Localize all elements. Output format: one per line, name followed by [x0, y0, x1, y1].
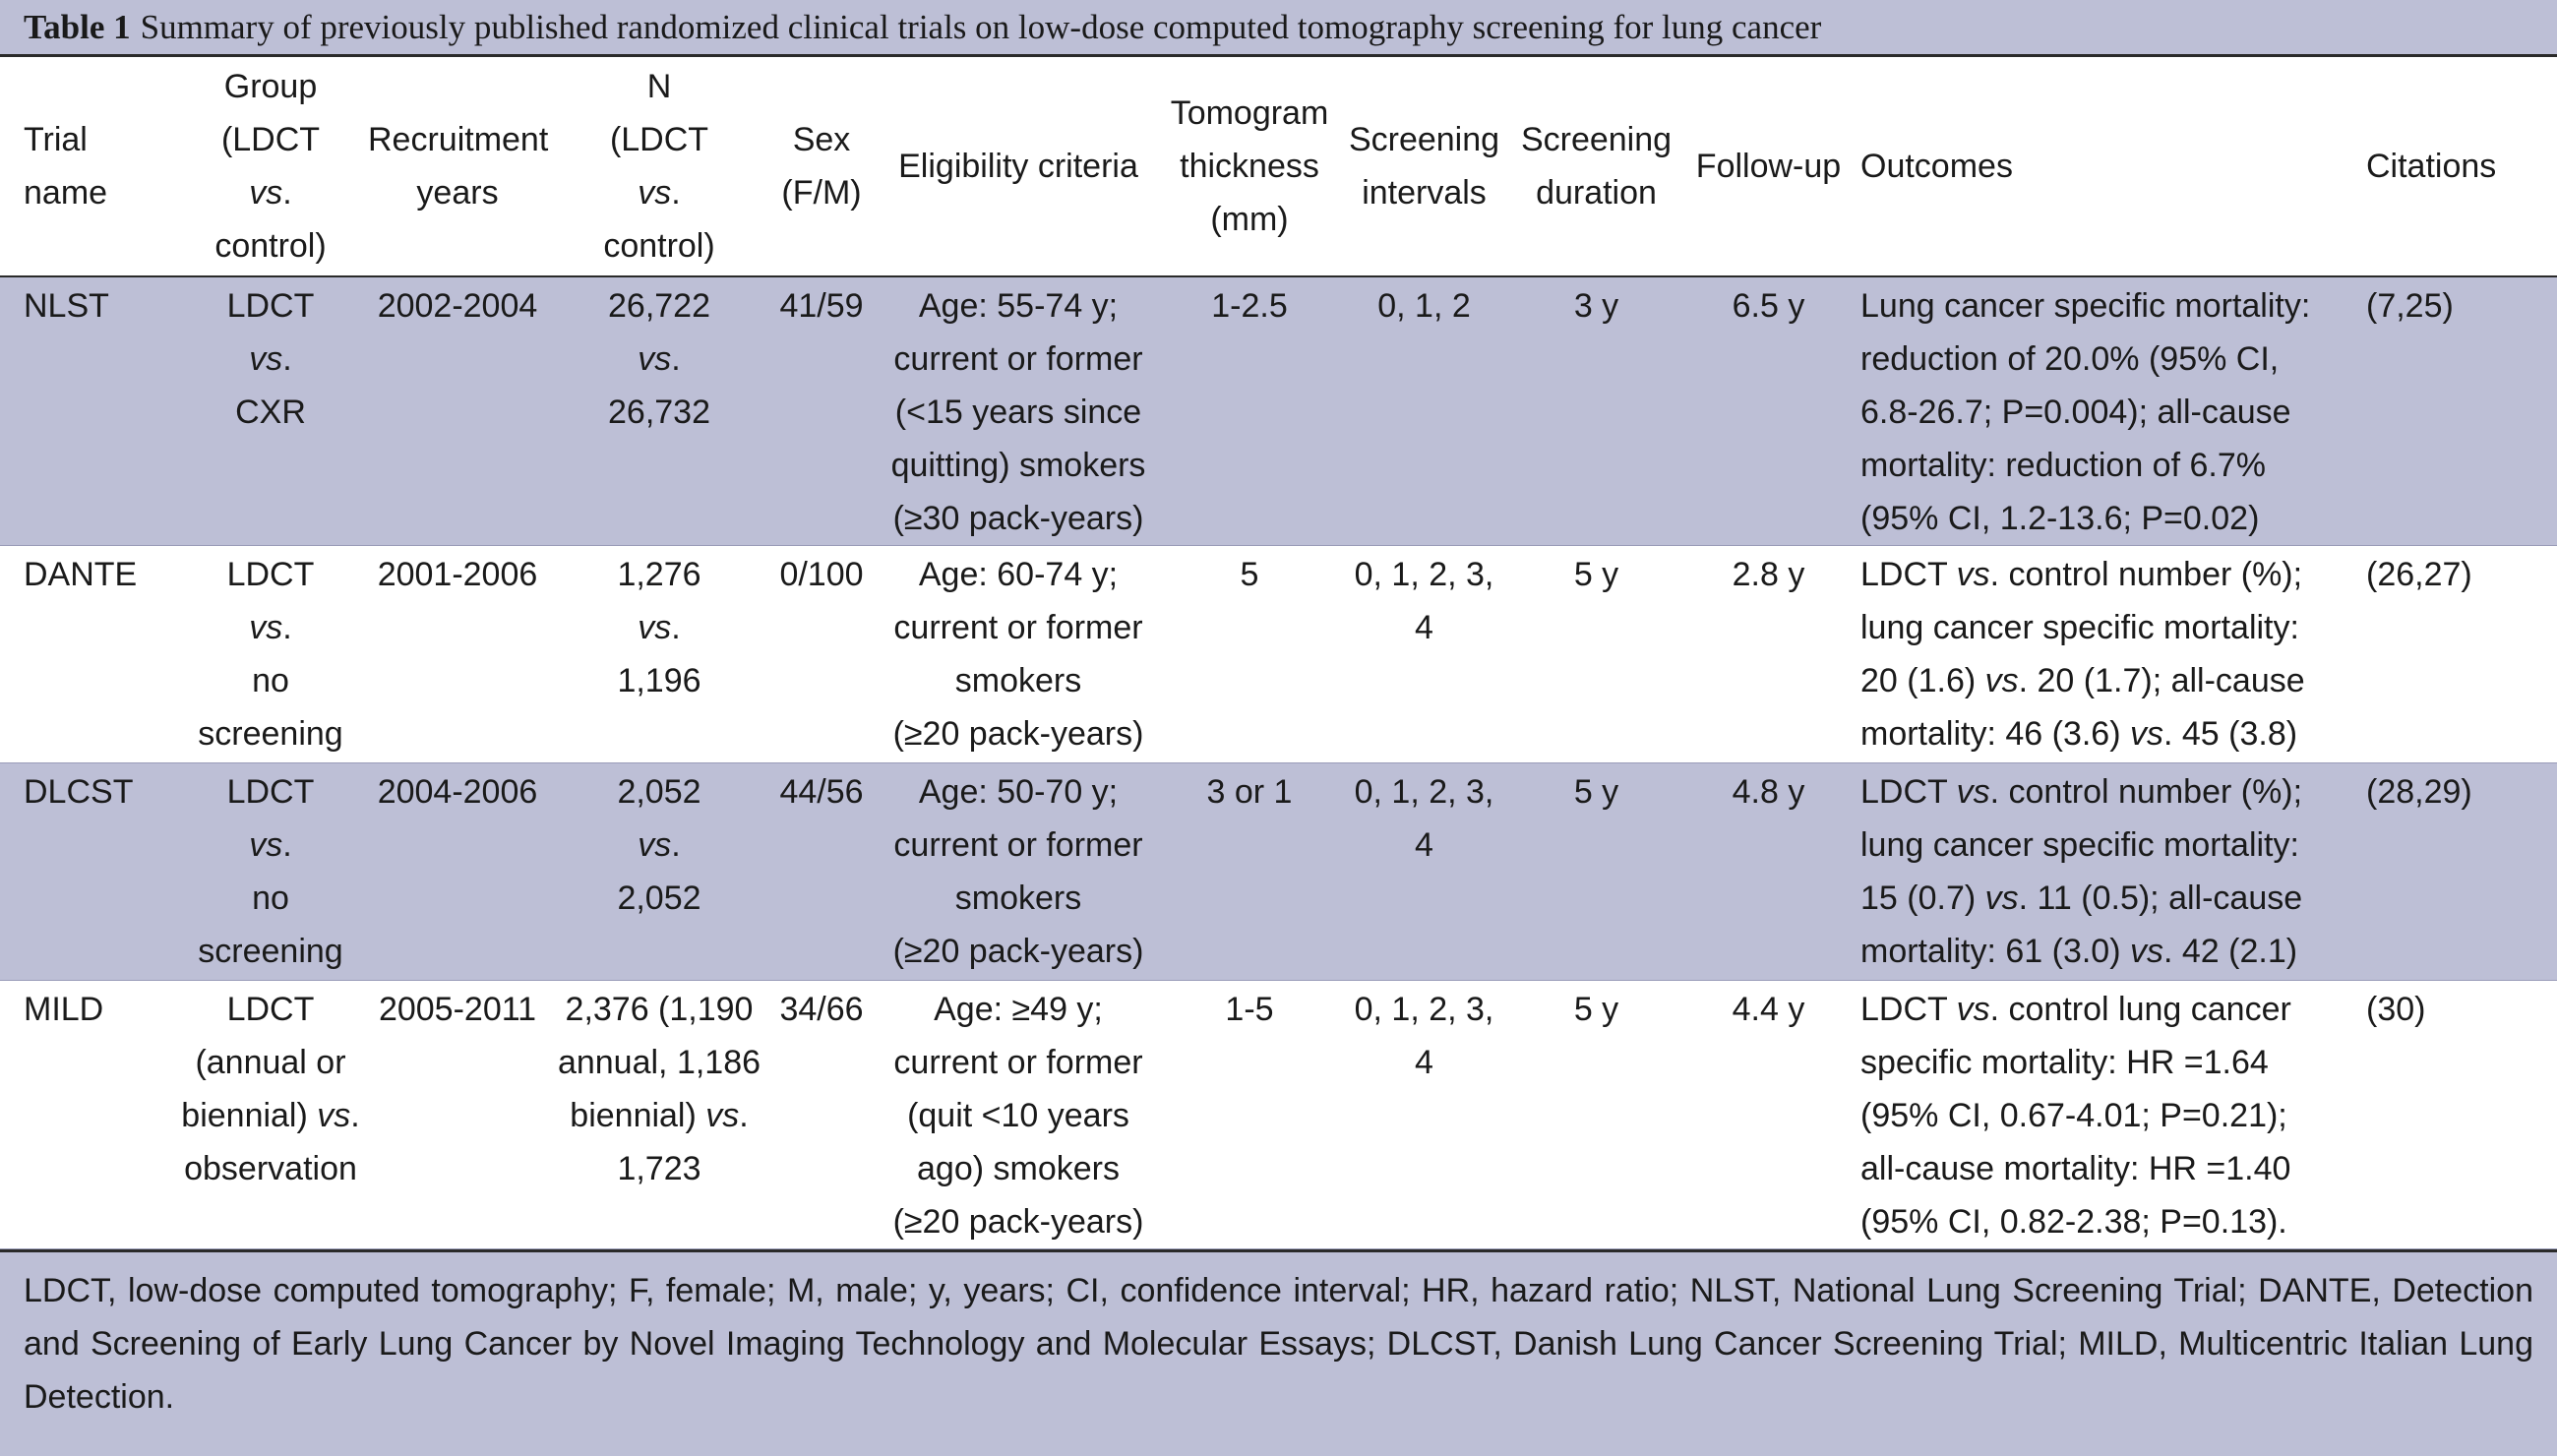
cell-line: current or former: [893, 1044, 1143, 1081]
cell-line: LDCT: [226, 556, 315, 593]
cell-n: [551, 546, 767, 763]
cell-line: LDCT vs. control lung cancer: [1860, 991, 2291, 1028]
cell-thickness: 1-2.5: [1161, 276, 1338, 546]
cell-line: LDCT: [226, 287, 315, 325]
cell-line: Lung cancer specific mortality:: [1860, 287, 2311, 325]
cell-line: (95% CI, 1.2-13.6; P=0.02): [1860, 500, 2260, 537]
cell-line: 2,052: [617, 880, 701, 917]
cell-line: mortality: reduction of 6.7%: [1860, 447, 2266, 484]
table-caption: [0, 0, 2557, 57]
cell-line: no screening: [198, 880, 343, 970]
cell-line: current or former: [893, 609, 1143, 646]
header-citations: [2360, 57, 2557, 276]
cell-line: (LDCT: [220, 121, 321, 158]
cell-n: [551, 763, 767, 981]
cell-intervals: 0, 1, 2, 3, 4: [1338, 763, 1510, 981]
cell-line: mortality: 46 (3.6) vs. 45 (3.8): [1860, 715, 2298, 753]
cell-line: Age: 60-74 y;: [918, 556, 1119, 593]
table-title: Summary of previously published randomized clinical trials on low-dose computed tomography screening for lung cancer: [140, 7, 1822, 46]
cell-line: lung cancer specific mortality:: [1860, 609, 2299, 646]
cell-line: LDCT: [226, 773, 315, 811]
cell-trial: NLST: [0, 276, 177, 546]
header-sex: [767, 57, 876, 276]
cell-line: Trial: [24, 121, 88, 158]
cell-recruitment: 2005-2011: [364, 981, 551, 1249]
cell-line: vs.: [249, 826, 292, 864]
cell-line: Sex: [792, 121, 851, 158]
cell-thickness: 3 or 1: [1161, 763, 1338, 981]
cell-line: 26,732: [608, 394, 710, 431]
cell-line: observation: [184, 1150, 357, 1187]
cell-outcomes: [1855, 981, 2360, 1249]
cell-citations: (28,29): [2360, 763, 2557, 981]
cell-line: Group: [223, 68, 318, 105]
cell-line: 26,722: [608, 287, 710, 325]
cell-duration: 5 y: [1510, 981, 1682, 1249]
cell-intervals: 0, 1, 2, 3, 4: [1338, 981, 1510, 1249]
cell-sex: 41/59: [767, 276, 876, 546]
header-row: [0, 57, 2557, 276]
cell-eligibility: [876, 763, 1161, 981]
cell-line: (mm): [1210, 201, 1289, 238]
cell-line: current or former: [893, 340, 1143, 378]
cell-recruitment: 2004-2006: [364, 763, 551, 981]
header-duration: [1510, 57, 1682, 276]
cell-n: [551, 276, 767, 546]
cell-line: (annual or: [195, 1044, 346, 1081]
cell-line: 20 (1.6) vs. 20 (1.7); all-cause: [1860, 662, 2305, 699]
cell-line: Screening: [1348, 121, 1500, 158]
cell-line: LDCT: [226, 991, 315, 1028]
header-thickness: [1161, 57, 1338, 276]
cell-line: specific mortality: HR =1.64: [1860, 1044, 2269, 1081]
cell-citations: (26,27): [2360, 546, 2557, 763]
cell-line: (<15 years since: [894, 394, 1142, 431]
cell-line: Follow-up: [1695, 148, 1842, 185]
cell-followup: 6.5 y: [1682, 276, 1855, 546]
cell-line: control): [214, 227, 327, 265]
cell-line: (quit <10 years: [907, 1097, 1129, 1134]
cell-line: N: [646, 68, 672, 105]
cell-line: biennial) vs.: [570, 1097, 749, 1134]
cell-sex: 34/66: [767, 981, 876, 1249]
cell-line: CXR: [235, 394, 306, 431]
cell-followup: 2.8 y: [1682, 546, 1855, 763]
cell-trial: DANTE: [0, 546, 177, 763]
trials-table: [0, 57, 2557, 1249]
header-intervals: [1338, 57, 1510, 276]
cell-eligibility: [876, 276, 1161, 546]
cell-line: LDCT vs. control number (%);: [1860, 556, 2303, 593]
header-n: [551, 57, 767, 276]
cell-line: duration: [1536, 174, 1657, 212]
cell-recruitment: 2001-2006: [364, 546, 551, 763]
cell-line: Age: ≥49 y;: [934, 991, 1103, 1028]
cell-line: Outcomes: [1860, 148, 2013, 185]
cell-thickness: 1-5: [1161, 981, 1338, 1249]
cell-line: current or former: [893, 826, 1143, 864]
cell-duration: 3 y: [1510, 276, 1682, 546]
table-row: [0, 546, 2557, 763]
cell-line: reduction of 20.0% (95% CI,: [1860, 340, 2280, 378]
cell-trial: DLCST: [0, 763, 177, 981]
cell-recruitment: 2002-2004: [364, 276, 551, 546]
cell-line: vs.: [249, 609, 292, 646]
table-row: [0, 276, 2557, 546]
cell-line: Age: 55-74 y;: [918, 287, 1119, 325]
cell-line: Screening: [1520, 121, 1673, 158]
cell-line: (≥20 pack-years): [892, 933, 1144, 970]
cell-outcomes: [1855, 763, 2360, 981]
cell-line: intervals: [1362, 174, 1487, 212]
cell-line: smokers: [954, 662, 1082, 699]
cell-sex: 0/100: [767, 546, 876, 763]
cell-line: no screening: [198, 662, 343, 753]
cell-line: name: [24, 174, 108, 212]
cell-line: 6.8-26.7; P=0.004); all-cause: [1860, 394, 2291, 431]
cell-line: 1,723: [617, 1150, 701, 1187]
cell-line: biennial) vs.: [181, 1097, 360, 1134]
table-row: [0, 763, 2557, 981]
table-row: [0, 981, 2557, 1249]
cell-outcomes: [1855, 276, 2360, 546]
cell-line: mortality: 61 (3.0) vs. 42 (2.1): [1860, 933, 2298, 970]
cell-line: Tomogram: [1170, 94, 1329, 132]
cell-line: vs.: [638, 174, 681, 212]
header-group: [177, 57, 364, 276]
table-footnote: LDCT, low-dose computed tomography; F, female; M, male; y, years; CI, confidence interval; HR, hazard ratio; NLST, National Lung Screening Trial; DANTE, Detection and Screening of Early Lung Cancer by Novel Imaging Technology and Molecular Essays; DLCST, Danish Lung Cancer Screening Trial; MILD, Multicentric Italian Lung Detection.: [0, 1249, 2557, 1456]
header-outcomes: [1855, 57, 2360, 276]
cell-citations: (7,25): [2360, 276, 2557, 546]
cell-line: 1,276: [617, 556, 701, 593]
cell-line: all-cause mortality: HR =1.40: [1860, 1150, 2291, 1187]
cell-group: [177, 276, 364, 546]
cell-line: Recruitment: [368, 121, 549, 158]
cell-duration: 5 y: [1510, 763, 1682, 981]
cell-trial: MILD: [0, 981, 177, 1249]
cell-followup: 4.8 y: [1682, 763, 1855, 981]
cell-line: (≥20 pack-years): [892, 1203, 1144, 1241]
cell-line: (95% CI, 0.82-2.38; P=0.13).: [1860, 1203, 2287, 1241]
cell-line: vs.: [638, 826, 681, 864]
header-followup: [1682, 57, 1855, 276]
header-eligibility: [876, 57, 1161, 276]
cell-line: (95% CI, 0.67-4.01; P=0.21);: [1860, 1097, 2287, 1134]
cell-line: vs.: [249, 174, 292, 212]
cell-line: annual, 1,186: [557, 1044, 761, 1081]
cell-line: 15 (0.7) vs. 11 (0.5); all-cause: [1860, 880, 2303, 917]
cell-intervals: 0, 1, 2: [1338, 276, 1510, 546]
cell-line: quitting) smokers: [890, 447, 1146, 484]
cell-line: (≥20 pack-years): [892, 715, 1144, 753]
cell-line: LDCT vs. control number (%);: [1860, 773, 2303, 811]
cell-line: thickness: [1180, 148, 1319, 185]
cell-n: [551, 981, 767, 1249]
cell-group: [177, 981, 364, 1249]
cell-line: 1,196: [617, 662, 701, 699]
cell-citations: (30): [2360, 981, 2557, 1249]
cell-line: 2,052: [617, 773, 701, 811]
cell-line: smokers: [954, 880, 1082, 917]
cell-group: [177, 546, 364, 763]
cell-line: Citations: [2366, 148, 2497, 185]
cell-followup: 4.4 y: [1682, 981, 1855, 1249]
cell-line: (F/M): [781, 174, 862, 212]
cell-line: lung cancer specific mortality:: [1860, 826, 2299, 864]
cell-intervals: 0, 1, 2, 3, 4: [1338, 546, 1510, 763]
cell-line: Eligibility criteria: [898, 148, 1138, 185]
cell-eligibility: [876, 546, 1161, 763]
header-recruitment: [364, 57, 551, 276]
header-trial-name: [0, 57, 177, 276]
cell-line: (LDCT: [609, 121, 709, 158]
cell-line: vs.: [249, 340, 292, 378]
cell-line: (≥30 pack-years): [892, 500, 1144, 537]
cell-line: years: [416, 174, 499, 212]
cell-line: vs.: [638, 609, 681, 646]
cell-sex: 44/56: [767, 763, 876, 981]
cell-outcomes: [1855, 546, 2360, 763]
cell-duration: 5 y: [1510, 546, 1682, 763]
cell-group: [177, 763, 364, 981]
table-number: Table 1: [24, 7, 131, 46]
cell-eligibility: [876, 981, 1161, 1249]
cell-thickness: 5: [1161, 546, 1338, 763]
cell-line: control): [603, 227, 715, 265]
cell-line: ago) smokers: [917, 1150, 1120, 1187]
cell-line: Age: 50-70 y;: [918, 773, 1119, 811]
cell-line: 2,376 (1,190: [565, 991, 754, 1028]
cell-line: vs.: [638, 340, 681, 378]
